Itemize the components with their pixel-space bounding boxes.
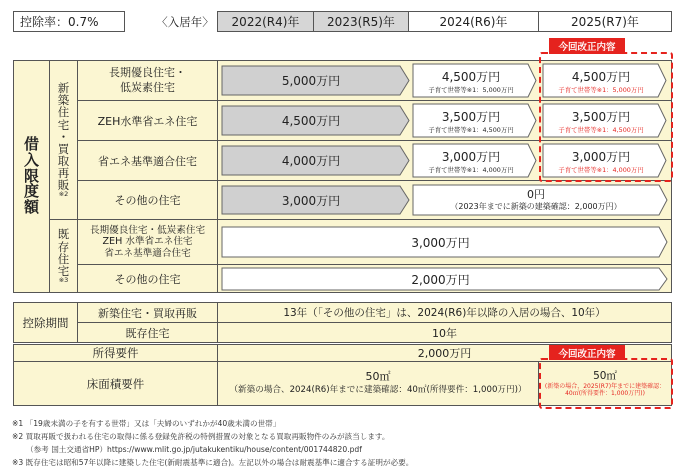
value-zeh-2024: 3,500万円 子育て世帯等※1：4,500万円: [428, 109, 514, 134]
row-label-existing-certified: 長期優良住宅・低炭素住宅 ZEH 水準省エネ住宅 省エネ基準適合住宅: [77, 219, 218, 265]
year-header-2022: 2022(R4)年: [217, 11, 314, 32]
move-in-year-label: 〈入居年〉: [156, 14, 214, 29]
deduction-period-label: 控除期間: [13, 302, 78, 343]
year-header-2023: 2023(R5)年: [313, 11, 409, 32]
existing-label: 既 存 住 宅 ※3: [49, 219, 78, 293]
period-label-existing: 既存住宅: [77, 322, 218, 343]
note-2-reference: （参考 国土交通省HP）https://www.mlit.go.jp/jutakukentiku/house/content/001744820.pdf: [26, 445, 362, 454]
value-long-term-2025: 4,500万円 子育て世帯等※1：5,000万円: [558, 69, 644, 94]
income-req-value: 2,000万円: [217, 344, 672, 362]
period-value-existing: 10年: [217, 322, 672, 343]
value-existing-other: 2,000万円: [411, 272, 470, 287]
value-zeh-2022: 4,500万円: [281, 114, 341, 128]
row-label-zeh: ZEH水準省エネ住宅: [77, 100, 218, 141]
note-2: ※2 買取再販で扱われる住宅の取得に係る登録免許税の特例措置の対象となる買取再販物件のみが該当します。: [12, 432, 390, 441]
revision-badge: 今回改正内容: [549, 38, 625, 54]
row-label-energy: 省エネ基準適合住宅: [77, 140, 218, 181]
revision-highlight-box-floor: [539, 358, 673, 409]
period-label-new: 新築住宅・買取再販: [77, 302, 218, 323]
floor-area-label: 床面積要件: [13, 361, 218, 406]
revision-highlight-box: [539, 52, 673, 182]
value-energy-2022: 4,000万円: [281, 154, 341, 168]
year-header-2024: 2024(R6)年: [408, 11, 539, 32]
deduction-rate-label: 控除率：0.7%: [13, 11, 125, 32]
divider: [217, 264, 672, 265]
income-req-label: 所得要件: [13, 344, 218, 362]
value-long-term-2024: 4,500万円 子育て世帯等※1：5,000万円: [428, 69, 514, 94]
value-zeh-2025: 3,500万円 子育て世帯等※1：4,500万円: [558, 109, 644, 134]
revision-badge-floor: 今回改正内容: [549, 345, 625, 360]
borrow-limit-label: 借 入 限 度 額: [13, 60, 50, 293]
floor-area-value-2025: 50㎡ (新築の場合、2025(R7)年までに建築確認： 40㎡(所得要件：1,000万円)): [538, 361, 672, 406]
value-energy-2025: 3,000万円 子育て世帯等※1：4,000万円: [558, 149, 644, 174]
floor-area-value: 50㎡ （新築の場合、2024(R6)年までに建築確認：40㎡(所得要件：1,000万円)）: [217, 361, 539, 406]
value-other-new-2024: 0円 （2023年までに新築の建築確認：2,000万円）: [450, 188, 622, 211]
year-header-2025: 2025(R7)年: [538, 11, 672, 32]
value-other-new-2022: 3,000万円: [281, 193, 341, 208]
new-build-label: 新 築 住 宅 ・ 買 取 再 販 ※2: [49, 60, 78, 220]
divider: [217, 219, 672, 220]
note-1: ※1 「19歳未満の子を有する世帯」又は「夫婦のいずれかが40歳未満の世帯」: [12, 419, 281, 428]
note-3: ※3 既存住宅は昭和57年以降に建築した住宅(新耐震基準に適合)。左記以外の場合は耐震基準に適合する証明が必要。: [12, 458, 414, 467]
row-label-long-term: 長期優良住宅・ 低炭素住宅: [77, 60, 218, 101]
row-label-other-new: その他の住宅: [77, 180, 218, 220]
row-label-existing-other: その他の住宅: [77, 264, 218, 293]
period-value-new: 13年（「その他の住宅」は、2024(R6)年以降の入居の場合、10年）: [217, 302, 672, 323]
value-long-term-2022: 5,000万円: [281, 74, 341, 88]
value-energy-2024: 3,000万円 子育て世帯等※1：4,000万円: [428, 149, 514, 174]
value-existing-certified: 3,000万円: [411, 235, 470, 250]
